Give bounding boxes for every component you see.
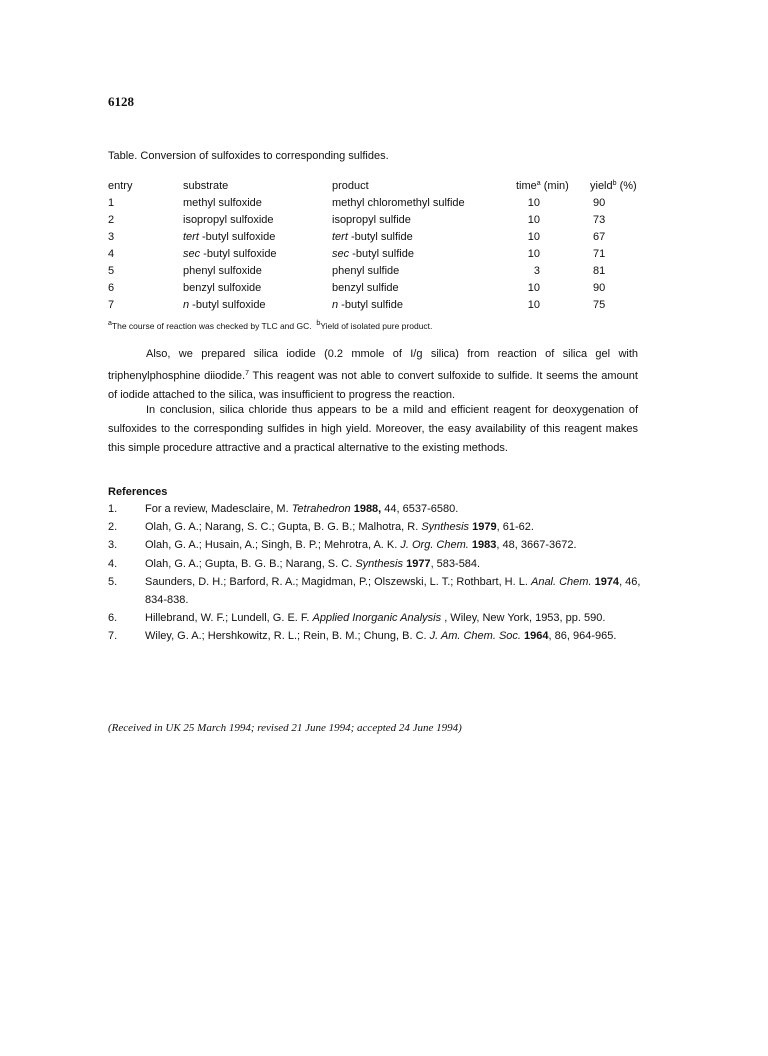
header-entry: entry [108,180,133,192]
header-yield: yield$^b$ (%) [590,180,637,192]
header-product: product [332,180,369,192]
cell-yield: 71 [593,248,606,260]
cell-product: isopropyl sulfide [332,214,411,226]
cell-time: 10 [527,248,540,260]
reference-text: Olah, G. A.; Husain, A.; Singh, B. P.; Mehrotra, A. K. J. Org. Chem. 1983, 48, 3667-3672. [145,539,577,552]
cell-entry: 4 [108,248,115,260]
cell-product: phenyl sulfide [332,265,400,277]
reference-item [108,573,648,609]
reference-number: 7. [108,630,118,643]
cell-entry: 2 [108,214,115,226]
reference-item [108,536,648,554]
cell-yield: 75 [593,299,606,311]
paragraph-conclusion: In conclusion, silica chloride thus appears to be a mild and efficient reagent for deoxygenation of sulfoxides to the corresponding sulfides in high yield. Moreover, the easy availability of this reagent makes this simple procedure attractive and a practical alternative to the existing methods. [108,404,638,454]
cell-time: 10 [527,214,540,226]
cell-yield: 67 [593,231,606,243]
cell-yield: 90 [593,197,606,209]
reference-text: Hillebrand, W. F.; Lundell, G. E. F. Applied Inorganic Analysis , Wiley, New York, 1953, pp. 590. [145,612,606,625]
reference-item [108,609,648,627]
cell-substrate: sec -butyl sulfoxide [183,248,277,260]
reference-number: 5. [108,575,118,588]
references-heading: References [108,486,168,498]
reference-item [108,627,648,645]
cell-yield: 73 [593,214,606,226]
references-list [108,500,648,646]
table-footnote: $^a$The course of reaction was checked by TLC and GC. $^b$Yield of isolated pure product. [108,320,433,331]
cell-time: 3 [533,265,540,277]
reference-number: 1. [108,503,118,515]
cell-time: 10 [527,231,540,243]
cell-substrate: benzyl sulfoxide [183,282,262,294]
cell-product: n -butyl sulfide [332,299,403,311]
cell-entry: 1 [108,197,115,209]
cell-product: methyl chloromethyl sulfide [332,197,465,209]
reference-text: Wiley, G. A.; Hershkowitz, R. L.; Rein, B. M.; Chung, B. C. J. Am. Chem. Soc. 1964, 86, 964-965. [145,630,617,643]
received-dates: (Received in UK 25 March 1994; revised 21 June 1994; accepted 24 June 1994) [108,722,462,734]
cell-substrate: methyl sulfoxide [183,197,262,209]
cell-entry: 5 [108,265,115,277]
page-number: 6128 [108,94,134,109]
header-substrate: substrate [183,180,229,192]
reference-text: For a review, Madesclaire, M. Tetrahedron 1988, 44, 6537-6580. [145,503,459,515]
reference-item [108,518,648,536]
header-time: time$^a$ (min) [516,180,569,192]
cell-entry: 6 [108,282,115,294]
reference-text: Olah, G. A.; Gupta, B. G. B.; Narang, S. C. Synthesis 1977, 583-584. [145,557,481,570]
reference-number: 6. [108,612,118,625]
cell-product: sec -butyl sulfide [332,248,414,260]
cell-yield: 90 [593,282,606,294]
reference-item [108,555,648,573]
cell-substrate: isopropyl sulfoxide [183,214,274,226]
reference-number: 3. [108,539,118,552]
cell-product: tert -butyl sulfide [332,231,413,243]
cell-time: 10 [527,282,540,294]
table-caption: Table. Conversion of sulfoxides to corresponding sulfides. [108,150,389,162]
cell-entry: 3 [108,231,115,243]
reference-number: 4. [108,557,118,570]
cell-substrate: tert -butyl sulfoxide [183,231,276,243]
reference-number: 2. [108,521,118,534]
cell-time: 10 [527,197,540,209]
reference-text: Saunders, D. H.; Barford, R. A.; Magidman, P.; Olszewski, L. T.; Rothbart, H. L. Anal. Chem. 1974, 46, 834-838. [145,575,641,607]
cell-time: 10 [527,299,540,311]
cell-substrate: n -butyl sulfoxide [183,299,266,311]
cell-entry: 7 [108,299,115,311]
cell-yield: 81 [593,265,606,277]
reference-text: Olah, G. A.; Narang, S. C.; Gupta, B. G. B.; Malhotra, R. Synthesis 1979, 61-62. [145,521,534,534]
reference-item [108,500,648,518]
paragraph-silica-iodide: Also, we prepared silica iodide (0.2 mmole of I/g silica) from reaction of silica gel with triphenylphosphine diiodide.$^7$ This reagent was not able to convert sulfoxide to sulfide. It seems the amount of iodide attached to the silica, was insufficient to progress the reaction. [108,348,638,401]
cell-substrate: phenyl sulfoxide [183,265,262,277]
cell-product: benzyl sulfide [332,282,399,294]
